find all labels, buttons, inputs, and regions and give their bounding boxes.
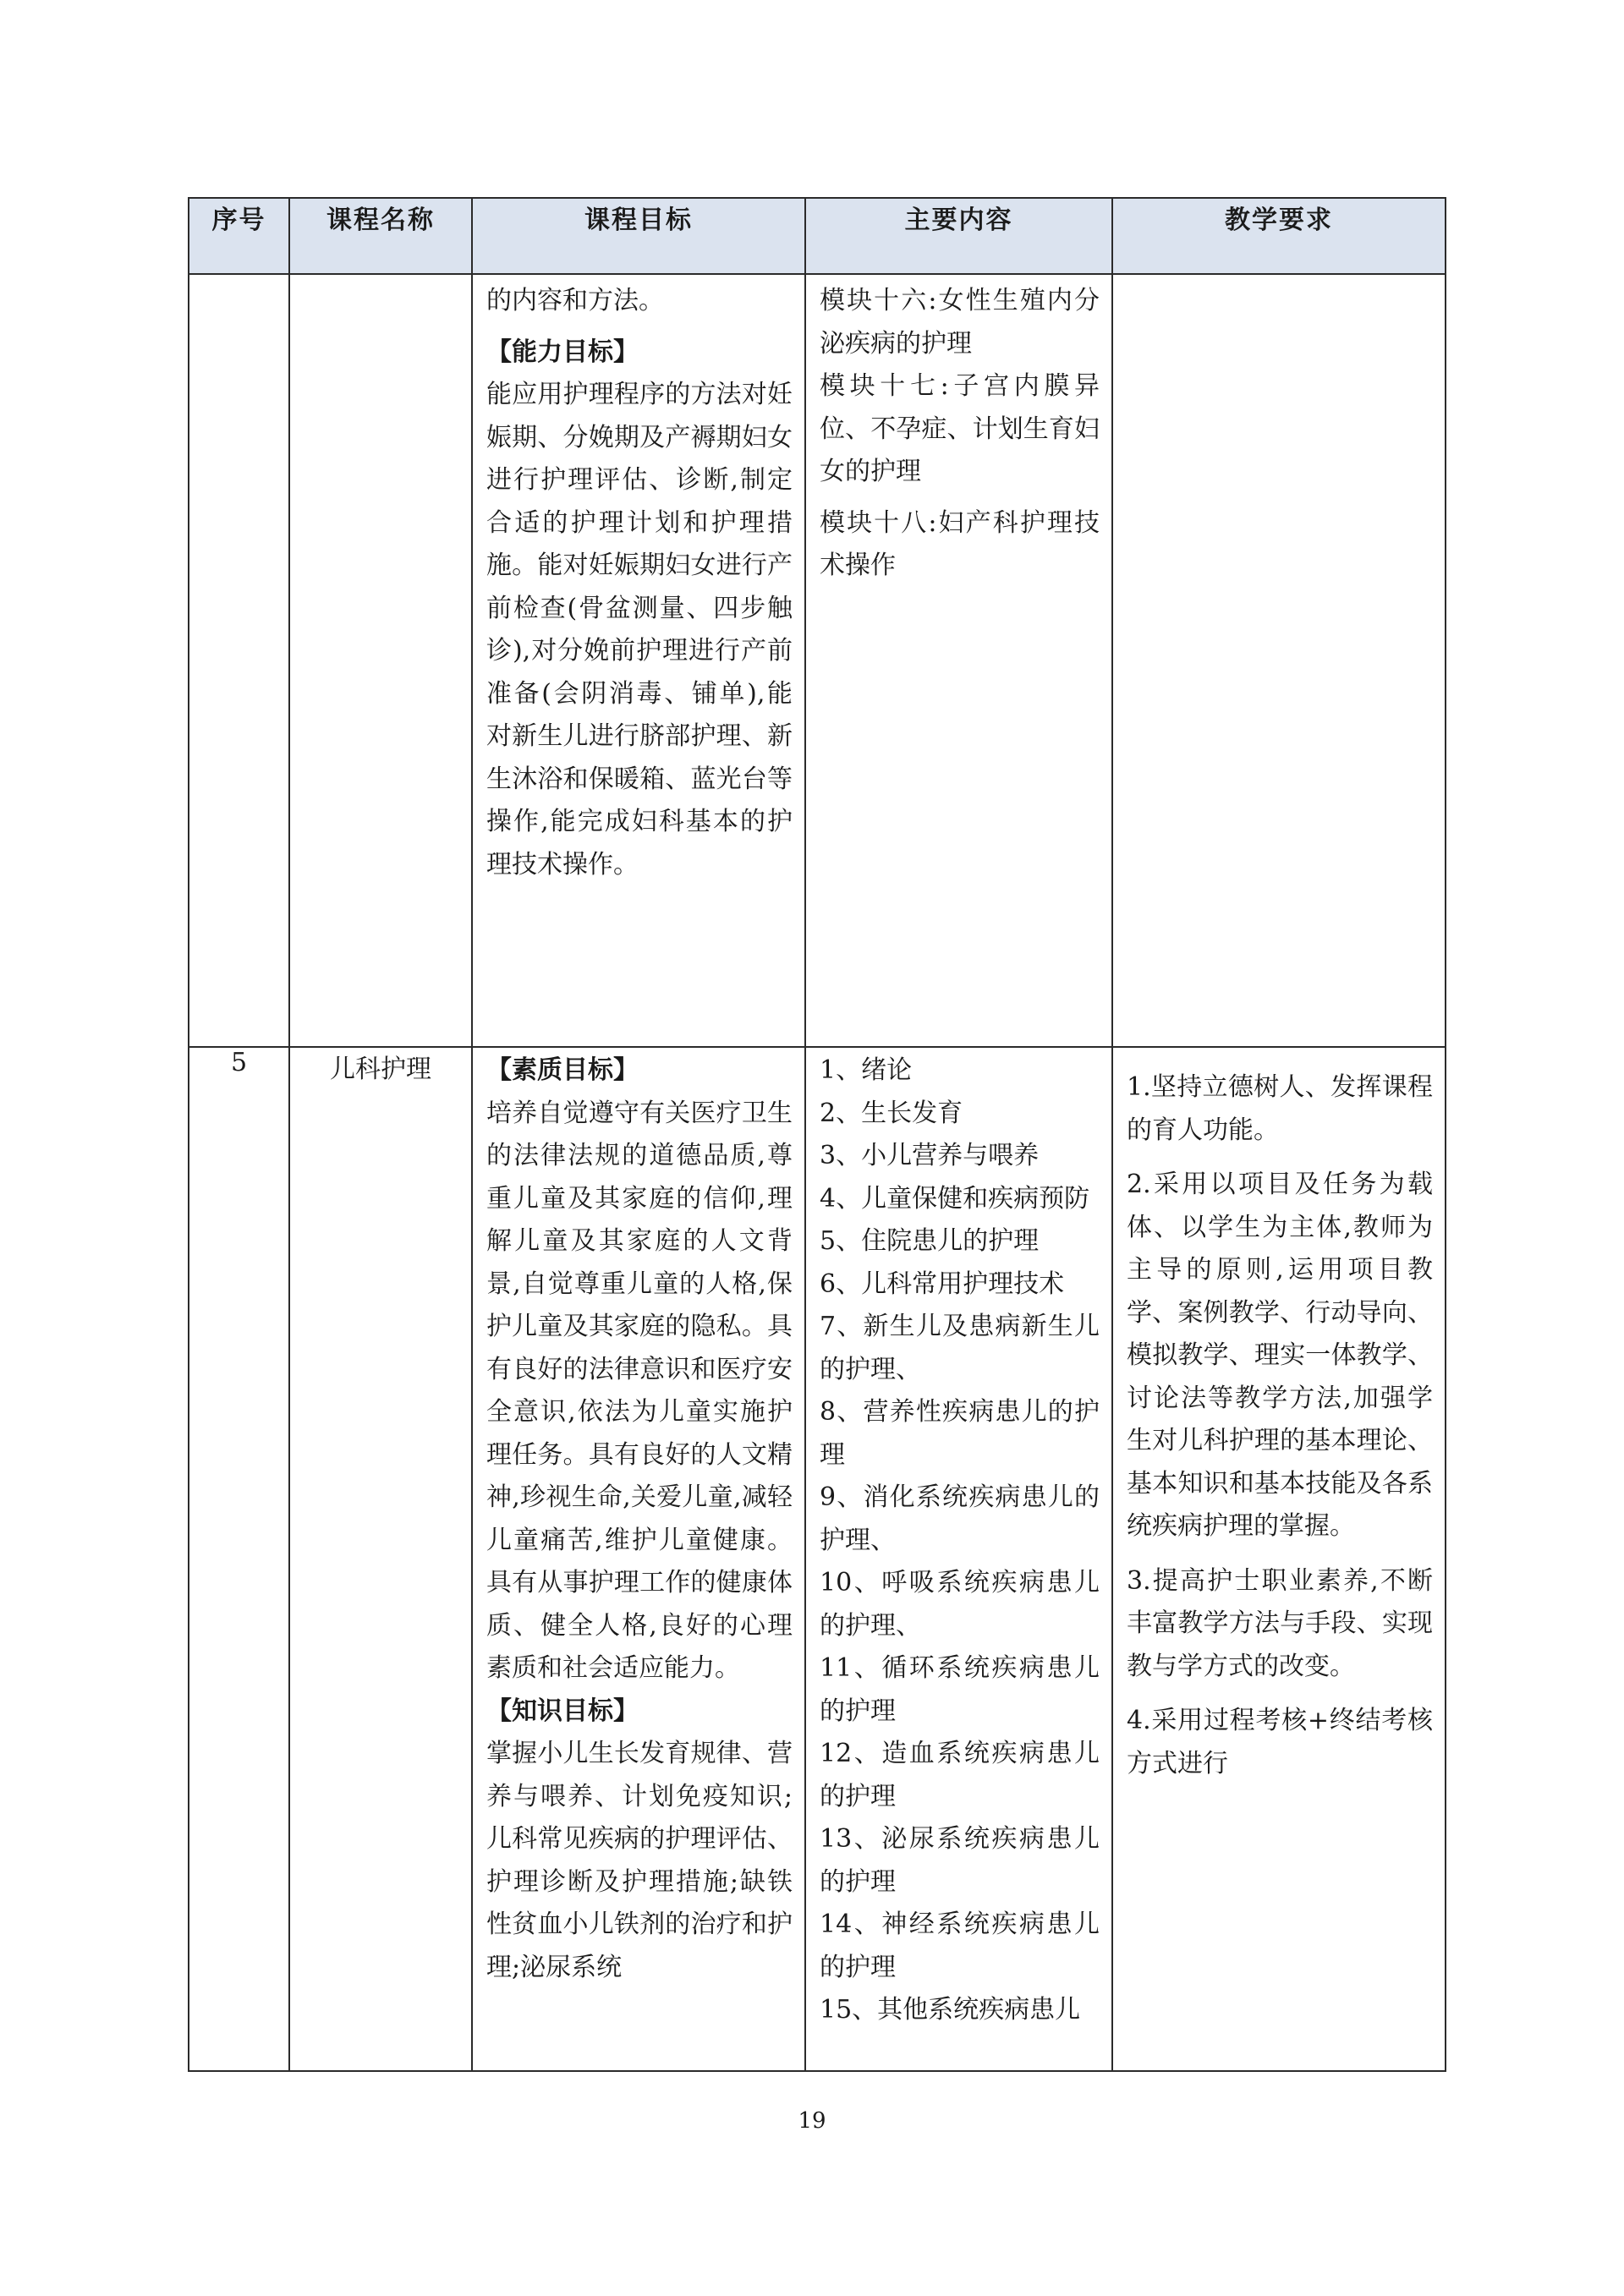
knowledge-goal-heading: 【知识目标】 <box>486 1696 639 1726</box>
content-item: 模块十七:子宫内膜异位、不孕症、计划生育妇女的护理 <box>820 371 1100 486</box>
header-course-name: 课程名称 <box>289 198 472 274</box>
goal-intro-text: 的内容和方法。 <box>486 286 664 315</box>
teaching-requirements-cell <box>1112 274 1446 1047</box>
requirement-item: 2.采用以项目及任务为载体、以学生为主体,教师为主导的原则,运用项目教学、案例教学、行动导向、模拟教学、理实一体教学、讨论法等教学方法,加强学生对儿科护理的基本理论、基本知识和基本技能及各系统疾病护理的掌握。 <box>1127 1170 1433 1541</box>
content-item: 15、其他系统疾病患儿 <box>820 1995 1081 2025</box>
content-item: 5、住院患儿的护理 <box>820 1226 1040 1256</box>
seq-cell: 5 <box>189 1047 289 2071</box>
table-row <box>189 274 1446 1047</box>
ability-goal-heading: 【能力目标】 <box>486 337 639 367</box>
course-table <box>188 197 1446 2072</box>
course-name-cell: 儿科护理 <box>289 1047 472 2071</box>
course-goal-cell <box>472 1047 805 2071</box>
content-item: 9、消化系统疾病患儿的护理、 <box>820 1482 1100 1555</box>
content-item: 12、造血系统疾病患儿的护理 <box>820 1739 1100 1811</box>
knowledge-goal-text: 掌握小儿生长发育规律、营养与喂养、计划免疫知识;儿科常见疾病的护理评估、护理诊断及护理措施;缺铁性贫血小儿铁剂的治疗和护理;泌尿系统 <box>486 1739 793 1982</box>
content-item: 8、营养性疾病患儿的护理 <box>820 1397 1100 1470</box>
main-content-cell <box>805 1047 1112 2071</box>
ability-goal-text: 能应用护理程序的方法对妊娠期、分娩期及产褥期妇女进行护理评估、诊断,制定合适的护理计划和护理措施。能对妊娠期妇女进行产前检查(骨盆测量、四步触诊),对分娩前护理进行产前准备(会阴消毒、铺单),能对新生儿进行脐部护理、新生沐浴和保暖箱、蓝光台等操作,能完成妇科基本的护理技术操作。 <box>486 380 793 879</box>
requirement-item: 3.提高护士职业素养,不断丰富教学方法与手段、实现教与学方式的改变。 <box>1127 1565 1433 1681</box>
content-item: 11、循环系统疾病患儿的护理 <box>820 1653 1100 1726</box>
content-item: 2、生长发育 <box>820 1098 963 1128</box>
header-teaching-requirements: 教学要求 <box>1112 198 1446 274</box>
requirement-item: 1.坚持立德树人、发挥课程的育人功能。 <box>1127 1072 1433 1145</box>
main-content-cell <box>805 274 1112 1047</box>
content-item: 3、小儿营养与喂养 <box>820 1141 1040 1170</box>
content-item: 13、泌尿系统疾病患儿的护理 <box>820 1824 1100 1897</box>
table-header-row <box>189 198 1446 274</box>
content-item: 6、儿科常用护理技术 <box>820 1269 1065 1299</box>
header-seq: 序号 <box>189 198 289 274</box>
content-item: 模块十六:女性生殖内分泌疾病的护理 <box>820 286 1100 359</box>
content-item: 14、神经系统疾病患儿的护理 <box>820 1910 1100 1982</box>
content-item: 模块十八:妇产科护理技术操作 <box>820 507 1100 580</box>
table-row <box>189 1047 1446 2071</box>
content-item: 1、绪论 <box>820 1055 913 1085</box>
content-item: 4、儿童保健和疾病预防 <box>820 1183 1090 1214</box>
course-name-cell <box>289 274 472 1047</box>
header-main-content: 主要内容 <box>805 198 1112 274</box>
seq-cell <box>189 274 289 1047</box>
content-item: 7、新生儿及患病新生儿的护理、 <box>820 1312 1100 1384</box>
page-number: 19 <box>798 2108 826 2134</box>
requirement-item: 4.采用过程考核+终结考核方式进行 <box>1127 1706 1433 1778</box>
content-item: 10、呼吸系统疾病患儿的护理、 <box>820 1568 1100 1641</box>
header-course-goal: 课程目标 <box>472 198 805 274</box>
teaching-requirements-cell <box>1112 1047 1446 2071</box>
quality-goal-text: 培养自觉遵守有关医疗卫生的法律法规的道德品质,尊重儿童及其家庭的信仰,理解儿童及其家庭的人文背景,自觉尊重儿童的人格,保护儿童及其家庭的隐私。具有良好的法律意识和医疗安全意识,依法为儿童实施护理任务。具有良好的人文精神,珍视生命,关爱儿童,减轻儿童痛苦,维护儿童健康。具有从事护理工作的健康体质、健全人格,良好的心理素质和社会适应能力。 <box>486 1098 793 1683</box>
quality-goal-heading: 【素质目标】 <box>486 1055 639 1085</box>
course-goal-cell <box>472 274 805 1047</box>
